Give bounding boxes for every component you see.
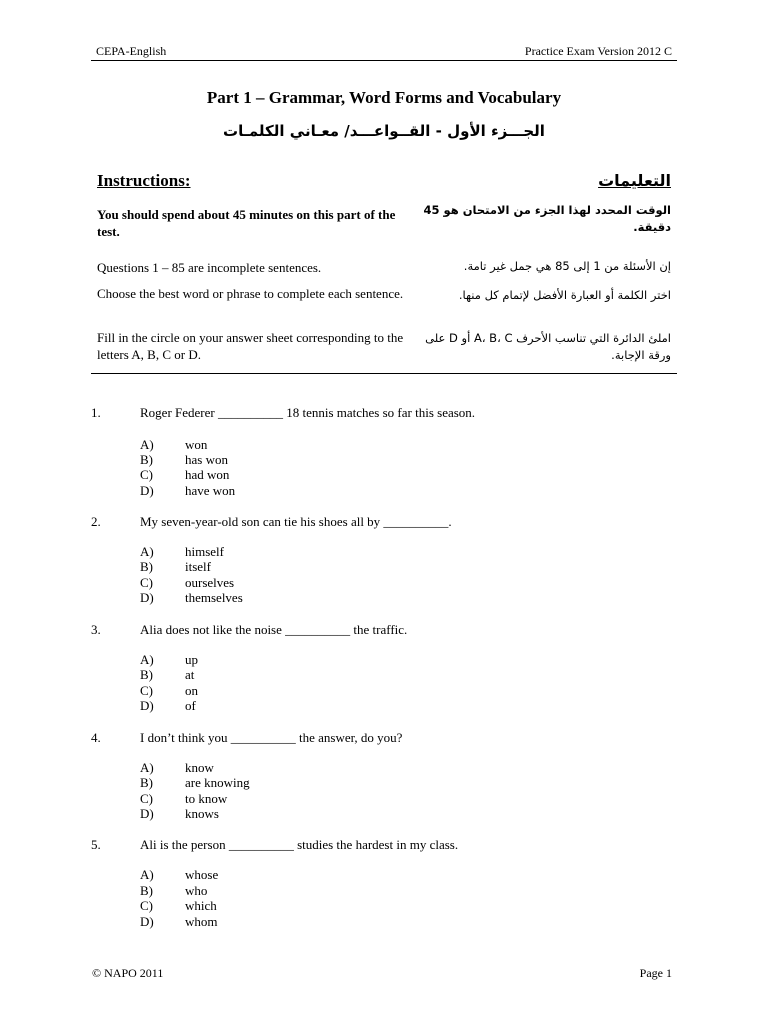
option-text: knows [185, 806, 219, 821]
option-letter: C) [140, 898, 153, 913]
option-text: are knowing [185, 775, 250, 790]
header-version: Practice Exam Version 2012 C [524, 44, 672, 58]
option-letter: C) [140, 575, 153, 590]
instruction-en-choose: Choose the best word or phrase to complete each sentence. [97, 286, 404, 301]
option-text: whose [185, 867, 219, 882]
option-letter: B) [140, 667, 153, 682]
option-letter: A) [140, 437, 154, 452]
option-letter: B) [140, 883, 153, 898]
header-divider [91, 60, 677, 61]
footer-page-number: Page 1 [639, 966, 672, 980]
option-text: had won [185, 467, 230, 482]
instruction-en-time: You should spend about 45 minutes on this part of the test. [97, 207, 396, 239]
instruction-ar-choose: اختر الكلمة أو العبارة الأفضل لإتمام كل منها. [458, 288, 671, 302]
option-text: won [185, 437, 208, 452]
footer-copyright: © NAPO 2011 [92, 966, 164, 980]
option-letter: B) [140, 452, 153, 467]
option-text: themselves [185, 590, 243, 605]
question-text: My seven-year-old son can tie his shoes all by __________. [140, 514, 452, 529]
question-text: Ali is the person __________ studies the hardest in my class. [140, 837, 459, 852]
instruction-en-fill: Fill in the circle on your answer sheet corresponding to the letters A, B, C or D. [97, 330, 404, 362]
option-letter: A) [140, 867, 154, 882]
option-letter: C) [140, 791, 153, 806]
option-letter: D) [140, 590, 154, 605]
option-text: have won [185, 483, 236, 498]
question-text: I don’t think you __________ the answer, do you? [140, 730, 403, 745]
question-number: 2. [91, 514, 101, 529]
option-text: up [185, 652, 198, 667]
option-letter: D) [140, 806, 154, 821]
instruction-ar-fill: املئ الدائرة التي تناسب الأحرف A، B، C أو D على ورقة الإجابة. [425, 331, 671, 362]
option-text: know [185, 760, 214, 775]
question-number: 4. [91, 730, 101, 745]
instructions-heading-arabic: التعليمات [598, 171, 671, 190]
option-letter: C) [140, 683, 153, 698]
option-text: whom [185, 914, 218, 929]
option-letter: C) [140, 467, 153, 482]
question-text: Alia does not like the noise __________ the traffic. [140, 622, 408, 637]
option-letter: D) [140, 698, 154, 713]
option-text: at [185, 667, 195, 682]
option-text: which [185, 898, 217, 913]
instructions-heading: Instructions: [97, 171, 191, 190]
page-title: Part 1 – Grammar, Word Forms and Vocabulary [206, 88, 562, 107]
question-text: Roger Federer __________ 18 tennis matches so far this season. [140, 405, 476, 420]
option-letter: A) [140, 652, 154, 667]
option-text: of [185, 698, 196, 713]
option-text: ourselves [185, 575, 235, 590]
option-letter: A) [140, 760, 154, 775]
instruction-ar-time: الوقت المحدد لهذا الجزء من الامتحان هو 45 دقيقة. [423, 203, 671, 234]
option-text: itself [185, 559, 211, 574]
option-letter: A) [140, 544, 154, 559]
option-letter: D) [140, 483, 154, 498]
question-number: 5. [91, 837, 101, 852]
question-number: 3. [91, 622, 101, 637]
question-number: 1. [91, 405, 101, 420]
instruction-ar-questions: إن الأسئلة من 1 إلى 85 هي جمل غير تامة. [463, 259, 671, 273]
instructions-divider [91, 373, 677, 374]
option-text: on [185, 683, 198, 698]
option-letter: D) [140, 914, 154, 929]
option-text: who [185, 883, 208, 898]
option-text: himself [185, 544, 224, 559]
option-text: to know [185, 791, 228, 806]
arabic-title: الجـــزء الأول - القــواعـــد/ معـاني الكلمـات [223, 122, 545, 140]
instruction-en-questions: Questions 1 – 85 are incomplete sentences. [97, 260, 322, 275]
option-letter: B) [140, 559, 153, 574]
option-text: has won [185, 452, 228, 467]
header-course: CEPA-English [96, 44, 167, 58]
option-letter: B) [140, 775, 153, 790]
